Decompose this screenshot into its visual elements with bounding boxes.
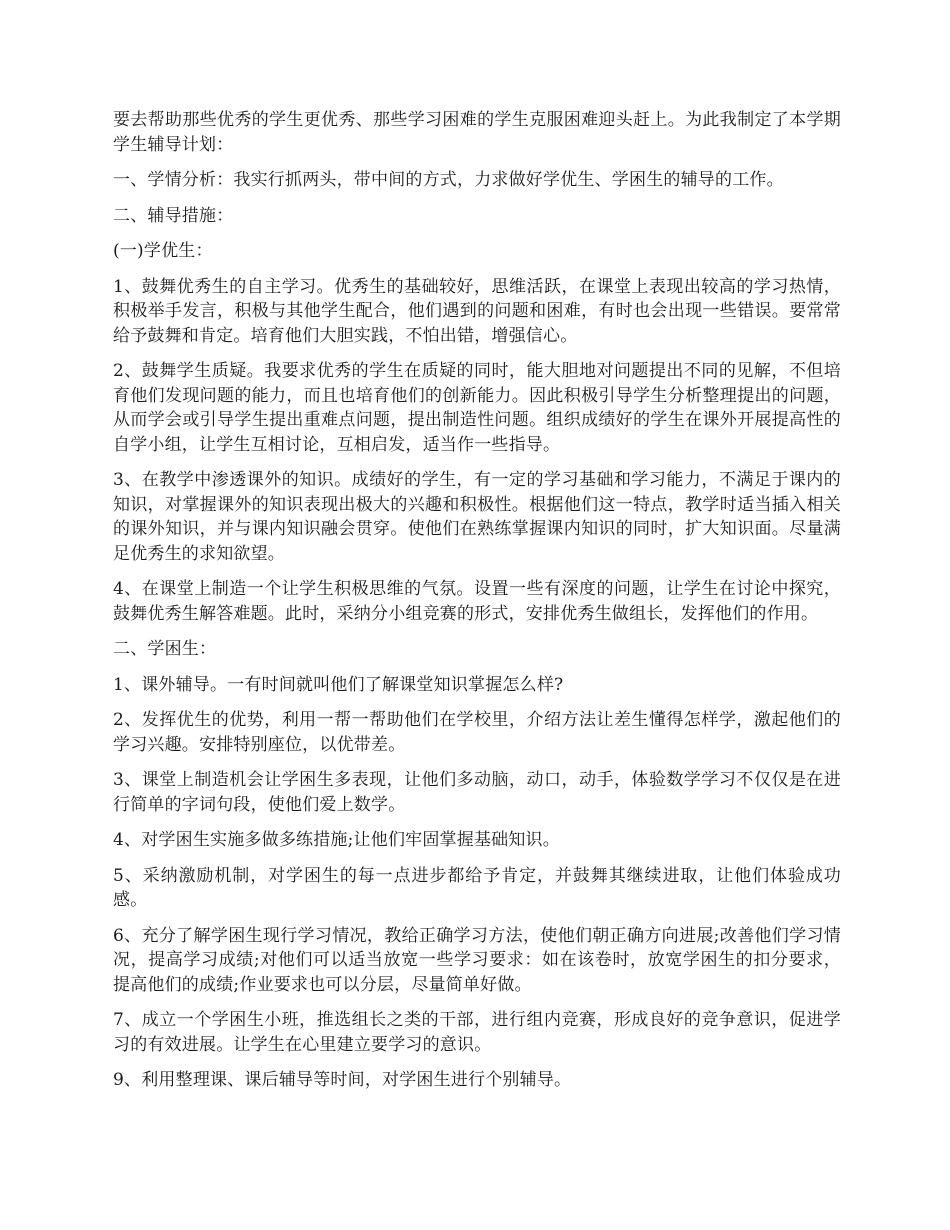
paragraph-item: 4、在课堂上制造一个让学生积极思维的气氛。设置一些有深度的问题，让学生在讨论中探究，鼓舞优秀生解答难题。此时，采纳分小组竞赛的形式，安排优秀生做组长，发挥他们的作用。 [113,579,841,624]
document-body [113,108,841,1104]
paragraph-item: 7、成立一个学困生小班，推选组长之类的干部，进行组内竞赛，形成良好的竞争意识，促进学习的有效进展。让学生在心里建立要学习的意识。 [113,1010,841,1055]
paragraph-item: 9、利用整理课、课后辅导等时间，对学困生进行个别辅导。 [113,1070,572,1090]
subsection-heading-struggling-students: 二、学困生： [113,639,217,659]
section-heading-measures: 二、辅导措施： [113,205,234,226]
paragraph-item: 2、发挥优生的优势，利用一帮一帮助他们在学校里，介绍方法让差生懂得怎样学，激起他们的学习兴趣。安排特别座位，以优带差。 [113,710,841,755]
paragraph-item: 6、充分了解学困生现行学习情况，教给正确学习方法，使他们朝正确方向进展;改善他们学习情况，提高学习成绩;对他们可以适当放宽一些学习要求：如在该卷时，放宽学困生的扣分要求，提高他们的成绩;作业要求也可以分层，尽量简单好做。 [113,925,841,995]
paragraph-item: 3、课堂上制造机会让学困生多表现，让他们多动脑，动口，动手，体验数学学习不仅仅是在进行简单的字词句段，使他们爱上数学。 [113,770,841,815]
paragraph-item: 2、鼓舞学生质疑。我要求优秀的学生在质疑的同时，能大胆地对问题提出不同的见解，不但培育他们发现问题的能力，而且也培育他们的创新能力。因此积极引导学生分析整理提出的问题，从而学会或引导学生提出重难点问题，提出制造性问题。组织成绩好的学生在课外开展提高性的自学小组，让学生互相讨论，互相启发，适当作一些指导。 [113,361,841,455]
paragraph-item: 3、在教学中渗透课外的知识。成绩好的学生，有一定的学习基础和学习能力，不满足于课内的知识，对掌握课外的知识表现出极大的兴趣和积极性。根据他们这一特点，教学时适当插入相关的课外知识，并与课内知识融会贯穿。使他们在熟练掌握课内知识的同时，扩大知识面。尽量满足优秀生的求知欲望。 [113,470,841,564]
paragraph-item: 5、采纳激励机制，对学困生的每一点进步都给予肯定，并鼓舞其继续进取，让他们体验成功感。 [113,865,841,910]
paragraph-item: 1、鼓舞优秀生的自主学习。优秀生的基础较好，思维活跃，在课堂上表现出较高的学习热情，积极举手发言，积极与其他学生配合，他们遇到的问题和困难，有时也会出现一些错误。要常常给予鼓舞和肯定。培育他们大胆实践，不怕出错，增强信心。 [113,276,841,346]
section-heading-analysis: 一、学情分析：我实行抓两头，带中间的方式，力求做好学优生、学困生的辅导的工作。 [113,170,784,190]
subsection-heading-top-students: (一)学优生： [113,241,213,261]
paragraph-item: 4、对学困生实施多做多练措施;让他们牢固掌握基础知识。 [113,830,560,850]
paragraph-item: 1、课外辅导。一有时间就叫他们了解课堂知识掌握怎么样? [113,674,564,695]
intro-paragraph: 要去帮助那些优秀的学生更优秀、那些学习困难的学生克服困难迎头赶上。为此我制定了本学期学生辅导计划： [113,110,841,155]
